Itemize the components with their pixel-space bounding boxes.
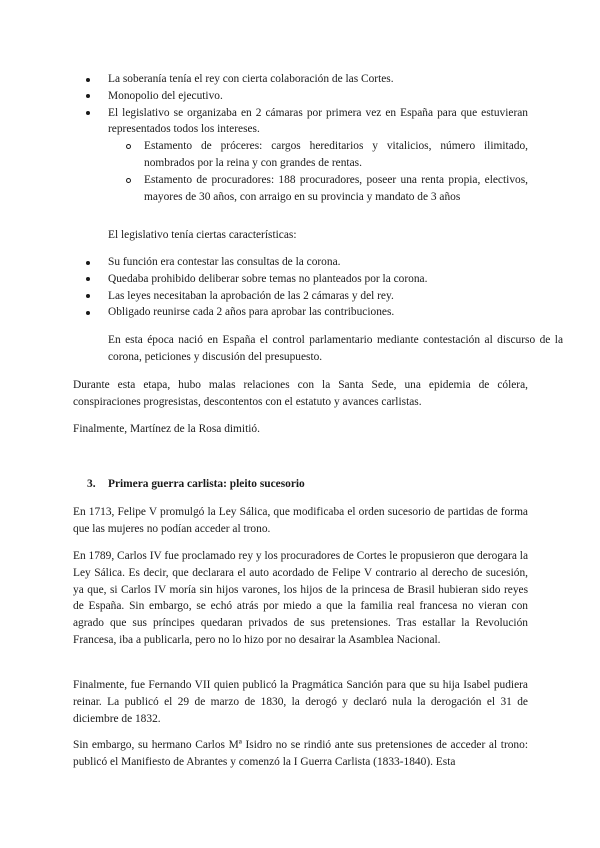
list-item (73, 288, 528, 305)
list-item-text: Las leyes necesitaban la aprobación de las 2 cámaras y del rey. (108, 289, 394, 302)
bullet-icon (86, 294, 90, 298)
paragraph-relaciones: Durante esta etapa, hubo malas relaciones con la Santa Sede, una epidemia de cólera, conspiraciones progresistas, descontentos con el estatuto y avances carlistas. (73, 379, 528, 408)
paragraph-dimitio: Finalmente, Martínez de la Rosa dimitió. (73, 423, 260, 435)
paragraph-1789: En 1789, Carlos IV fue proclamado rey y los procuradores de Cortes le propusieron que derogara la Ley Sálica. Es decir, que declarara el auto acordado de Felipe V contrario al derecho de sucesión, ya que, si Carlos IV moría sin hijos varones, los hijos de la princesa de Brasil hubieran sido reyes de España. Sin embargo, se echó atrás por miedo a que la familia real francesa no vieran con agrado que sus príncipes quedaran privados de sus pretensiones. Tras estallar la Revolución Francesa, iba a publicarla, pero no lo hizo por no desairar la Asamblea Nacional. (73, 550, 528, 646)
list-item-text: Monopolio del ejecutivo. (108, 89, 223, 102)
bullet-icon (86, 94, 90, 98)
section-title: Primera guerra carlista: pleito sucesorio (108, 478, 305, 490)
section-number: 3. (87, 478, 96, 490)
section-heading (73, 476, 528, 493)
bullet-icon (86, 277, 90, 281)
bullet-list-organization (73, 71, 528, 205)
sub-list-item (73, 172, 528, 206)
legislativo-intro: El legislativo tenía ciertas características: (108, 229, 297, 241)
bullet-icon (86, 261, 90, 265)
sub-list-item (73, 138, 528, 172)
bullet-icon (86, 78, 90, 82)
list-item (73, 304, 528, 321)
list-item (73, 88, 528, 105)
list-item-text: El legislativo se organizaba en 2 cámaras por primera vez en España para que estuvieran representados todos los intereses. (108, 106, 528, 136)
list-item (73, 271, 528, 288)
sub-bullet-list-estamentos (73, 138, 528, 205)
bullet-list-legislativo (73, 254, 528, 321)
list-item (73, 71, 528, 88)
list-item-text: La soberanía tenía el rey con cierta colaboración de las Cortes. (108, 73, 394, 85)
bullet-icon (86, 311, 90, 315)
hollow-bullet-icon (126, 144, 131, 149)
sub-list-item-text: Estamento de procuradores: 188 procuradores, poseer una renta propia, electivos, mayores de 30 años, con arraigo en su provincia y mandato de 3 años (144, 173, 528, 203)
paragraph-carlos-isidro: Sin embargo, su hermano Carlos Mª Isidro no se rindió ante sus pretensiones de acceder al trono: publicó el Manifiesto de Abrantes y comenzó la I Guerra Carlista (1833-1840). Esta (73, 739, 528, 768)
list-item-text: Quedaba prohibido deliberar sobre temas no planteados por la corona. (108, 272, 428, 285)
list-item (73, 254, 528, 271)
hollow-bullet-icon (126, 178, 131, 183)
list-item-text: Obligado reunirse cada 2 años para aprobar las contribuciones. (108, 306, 395, 319)
list-item-text: Su función era contestar las consultas de la corona. (108, 256, 341, 268)
paragraph-1713: En 1713, Felipe V promulgó la Ley Sálica, que modificaba el orden sucesorio de partidas de forma que las mujeres no podían acceder al trono. (73, 506, 528, 535)
paragraph-control-parlamentario: En esta época nació en España el control parlamentario mediante contestación al discurso de la corona, peticiones y discusión del presupuesto. (108, 334, 563, 363)
list-item (73, 105, 528, 139)
bullet-icon (86, 111, 90, 115)
paragraph-fernando-vii: Finalmente, fue Fernando VII quien publicó la Pragmática Sanción para que su hija Isabel pudiera reinar. La publicó el 29 de marzo de 1830, la derogó y declaró nula la derogación el 31 de diciembre de 1832. (73, 679, 528, 725)
sub-list-item-text: Estamento de próceres: cargos hereditarios y vitalicios, número ilimitado, nombrados por la reina y con grandes de rentas. (144, 140, 528, 169)
